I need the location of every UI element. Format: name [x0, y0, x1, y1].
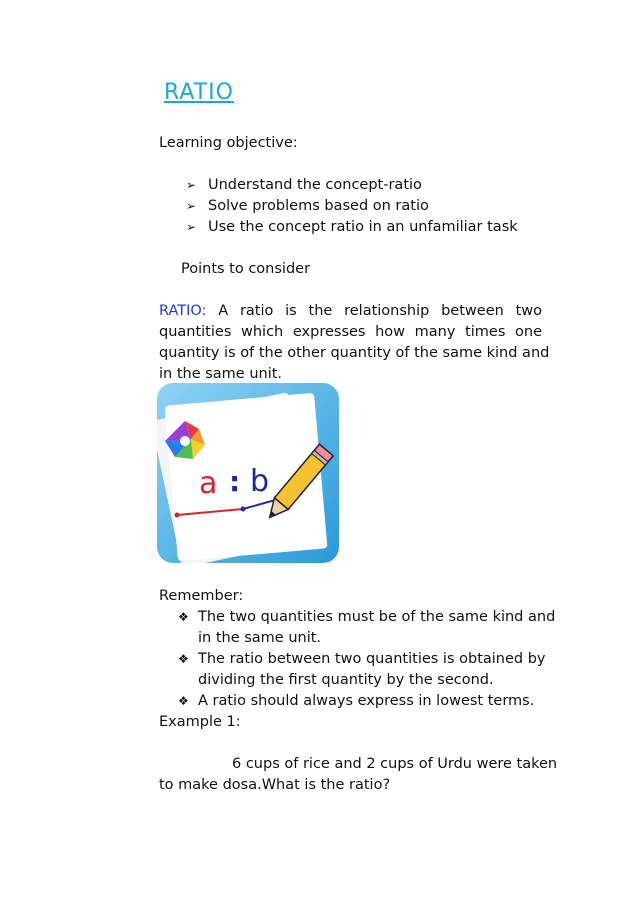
arrow-bullet-icon: ➢ — [186, 220, 197, 234]
objective-item: ➢ Use the concept ratio in an unfamiliar task — [186, 219, 518, 235]
ratio-illustration — [157, 383, 339, 563]
page-title: RATIO — [164, 80, 234, 105]
letter-a: a — [199, 466, 218, 501]
remember-item-continuation: dividing the first quantity by the second. — [198, 672, 494, 688]
objective-item: ➢ Solve problems based on ratio — [186, 198, 429, 214]
remember-item: ❖ The ratio between two quantities is obtained by — [178, 651, 546, 667]
remember-item: ❖ The two quantities must be of the same kind and — [178, 609, 556, 625]
ratio-keyword: RATIO: — [159, 303, 207, 319]
example-line-2: to make dosa.What is the ratio? — [159, 777, 391, 793]
diamond-bullet-icon: ❖ — [178, 652, 189, 666]
diamond-bullet-icon: ❖ — [178, 610, 189, 624]
remember-heading: Remember: — [159, 588, 244, 604]
example-line-1: 6 cups of rice and 2 cups of Urdu were taken — [232, 756, 558, 772]
definition-line-2: quantities which expresses how many times one — [159, 324, 542, 340]
letter-b: b — [250, 464, 270, 499]
remember-item-continuation: in the same unit. — [198, 630, 322, 646]
diamond-bullet-icon: ❖ — [178, 694, 189, 708]
objective-heading: Learning objective: — [159, 135, 298, 151]
definition-line-1: RATIO: A ratio is the relationship between two — [159, 303, 543, 319]
definition-line-4: in the same unit. — [159, 366, 283, 382]
arrow-bullet-icon: ➢ — [186, 178, 197, 192]
remember-item: ❖ A ratio should always express in lowest terms. — [178, 693, 535, 709]
points-heading: Points to consider — [181, 261, 311, 277]
objective-item: ➢ Understand the concept-ratio — [186, 177, 422, 193]
ratio-colon: : — [229, 465, 241, 498]
definition-line-3: quantity is of the other quantity of the same kind and — [159, 345, 550, 361]
arrow-bullet-icon: ➢ — [186, 199, 197, 213]
example-heading: Example 1: — [159, 714, 241, 730]
